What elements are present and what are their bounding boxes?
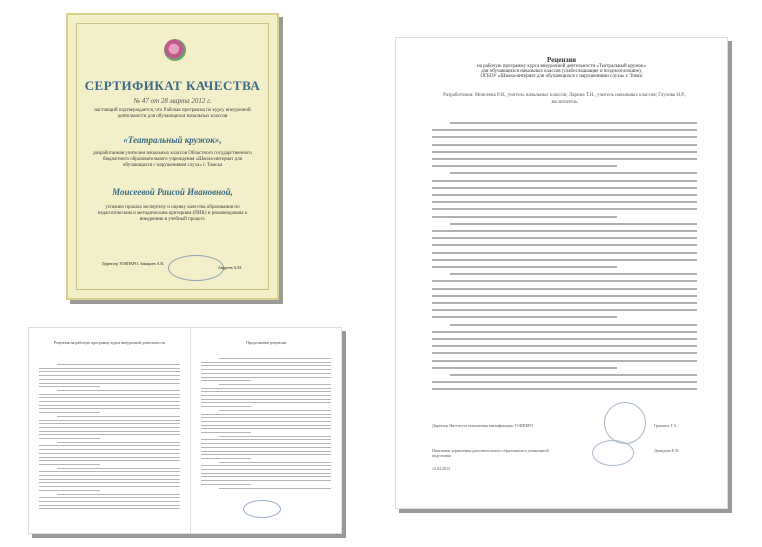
text-line [201, 373, 331, 374]
text-line [57, 442, 180, 443]
text-line [201, 395, 331, 396]
text-line [201, 451, 331, 452]
text-line [432, 259, 697, 261]
text-line [432, 266, 617, 268]
text-line [450, 223, 697, 225]
text-line [39, 375, 180, 376]
text-line [201, 406, 251, 407]
text-line [39, 460, 180, 461]
text-line [432, 316, 617, 318]
review-authors: Разработчики: Моисеева Р.И., учитель начальных классов; Ларина Т.Н., учитель начальных классов; Глухова Н.Р., воспитатель [443, 93, 686, 105]
text-line [219, 462, 331, 463]
review-title-line: ОГБОУ «Школа-интернат для обучающихся с нарушениями слуха» г. Томск [480, 74, 643, 79]
text-line [39, 408, 180, 409]
text-line [57, 364, 180, 365]
text-line [450, 374, 697, 376]
text-line [432, 151, 697, 153]
text-line [450, 324, 697, 326]
text-line [39, 505, 180, 506]
text-line [432, 244, 697, 246]
review-signer-name-1: Гришина Т.А. [654, 423, 678, 428]
text-line [201, 414, 331, 415]
text-line [432, 180, 697, 182]
certificate-intro: настоящий подтверждается, что Рабочая программа по курсу внеурочной деятельности для обучающихся начальных классов [94, 108, 251, 119]
certificate-title: СЕРТИФИКАТ КАЧЕСТВА [84, 78, 261, 93]
text-line [39, 371, 180, 372]
text-line [39, 486, 180, 487]
text-line [201, 458, 251, 459]
text-line [39, 471, 180, 472]
text-line [39, 386, 100, 387]
text-line [39, 401, 180, 402]
text-line [39, 501, 180, 502]
text-line [450, 122, 697, 124]
certificate-signature-right: Андреев А.М. [218, 265, 242, 270]
text-line [432, 129, 697, 131]
text-line [201, 380, 251, 381]
text-line [39, 464, 100, 465]
text-line [39, 423, 180, 424]
text-line [39, 445, 180, 446]
text-line [201, 480, 331, 481]
text-line [201, 476, 331, 477]
text-line [39, 508, 180, 509]
text-line [201, 402, 331, 403]
text-line [201, 454, 331, 455]
text-line [201, 362, 331, 363]
certificate-conclusion: успешно прошла экспертизу и оценку качества образования по педагогическим и методическим критериям (ПИК) и рекомендована к внедрению в учебный процесс [97, 205, 248, 222]
text-line [432, 237, 697, 239]
text-line [39, 482, 180, 483]
text-line [432, 388, 697, 390]
text-line [201, 439, 331, 440]
text-line [39, 434, 180, 435]
text-line [39, 457, 180, 458]
text-line [39, 420, 180, 421]
text-line [432, 208, 697, 210]
text-line [201, 417, 331, 418]
text-line [432, 280, 697, 282]
text-line [39, 383, 180, 384]
text-line [432, 367, 617, 369]
text-line [432, 331, 697, 333]
text-line [201, 473, 331, 474]
text-line [57, 416, 180, 417]
review-page-2 [28, 327, 191, 534]
text-line [432, 230, 697, 232]
certificate-emblem-icon [164, 39, 186, 61]
text-line [201, 421, 331, 422]
review-page-3-stamp-icon [243, 500, 281, 518]
review-title [396, 56, 727, 79]
text-line [450, 273, 697, 275]
quality-certificate [66, 13, 279, 300]
text-line [201, 425, 331, 426]
text-line [432, 381, 697, 383]
text-line [57, 494, 180, 495]
text-line [201, 391, 331, 392]
text-line [432, 302, 697, 304]
review-signature-head: Начальник управления дополнительного образования и дошкольной подготовки [432, 448, 549, 458]
certificate-org: разработанная учителем начальных классов Областного государственного бюджетного образовательного учреждения «Школа-интернат для обучающихся с нарушениями слуха» г. Томска [93, 151, 252, 168]
text-line [39, 394, 180, 395]
text-line [432, 338, 697, 340]
review-title-line: для обучающихся начальных классов (слабослышащие и позднооглохшие), [481, 69, 642, 74]
review-title-line: Рецензия [546, 56, 577, 64]
text-line [432, 201, 697, 203]
certificate-program-name: «Театральный кружок», [123, 135, 222, 145]
review-page-2-header: Рецензия на рабочую программу курса внеурочной деятельности [53, 340, 166, 345]
text-line [39, 405, 180, 406]
text-line [39, 479, 180, 480]
text-line [39, 431, 180, 432]
text-line [39, 449, 180, 450]
review-date: 12.04.2013 [432, 466, 450, 471]
text-line [450, 172, 697, 174]
text-line [201, 399, 331, 400]
text-line [39, 490, 100, 491]
text-line [201, 369, 331, 370]
text-line [39, 475, 180, 476]
text-line [432, 309, 697, 311]
text-line [57, 468, 180, 469]
text-line [39, 497, 180, 498]
text-line [201, 365, 331, 366]
review-title-line: на рабочую программу курса внеурочной деятельности «Театральный кружок» [477, 64, 646, 69]
text-line [201, 465, 331, 466]
text-line [201, 432, 251, 433]
certificate-author: Моисеевой Раисой Ивановной, [112, 187, 233, 197]
text-line [39, 379, 180, 380]
text-line [39, 427, 180, 428]
text-line [432, 165, 617, 167]
text-line [219, 436, 331, 437]
text-line [39, 368, 180, 369]
text-line [219, 410, 331, 411]
text-line [57, 390, 180, 391]
text-line [201, 443, 331, 444]
text-line [432, 288, 697, 290]
text-line [432, 144, 697, 146]
text-line [432, 352, 697, 354]
text-line [432, 216, 617, 218]
text-line [39, 453, 180, 454]
text-line [201, 388, 331, 389]
certificate-stamp-icon [168, 255, 224, 281]
certificate-signature-left: Директор ТОИПКРО, Замараев А.В. [101, 261, 165, 266]
text-line [432, 295, 697, 297]
text-line [201, 428, 331, 429]
review-page [395, 37, 728, 509]
text-line [201, 469, 331, 470]
text-line [219, 488, 331, 489]
certificate-number: № 47 от 28 марта 2012 г. [133, 97, 212, 105]
text-line [432, 252, 697, 254]
review-signer-name-2: Демидова Е.Ф. [654, 448, 680, 453]
review-page-3-header: Продолжение рецензии [246, 340, 286, 345]
text-line [39, 438, 100, 439]
review-stamp-icon [604, 402, 646, 444]
text-line [432, 360, 697, 362]
text-line [39, 412, 100, 413]
review-signature-director: Директор Института повышения квалификации ТОИПКРО [432, 423, 534, 428]
text-line [432, 158, 697, 160]
text-line [432, 136, 697, 138]
text-line [39, 397, 180, 398]
review-stamp-icon-2 [592, 440, 634, 466]
review-page-3 [190, 327, 342, 534]
text-line [219, 358, 331, 359]
text-line [201, 377, 331, 378]
text-line [201, 484, 251, 485]
text-line [201, 447, 331, 448]
text-line [432, 345, 697, 347]
text-line [432, 194, 697, 196]
text-line [432, 187, 697, 189]
text-line [219, 384, 331, 385]
